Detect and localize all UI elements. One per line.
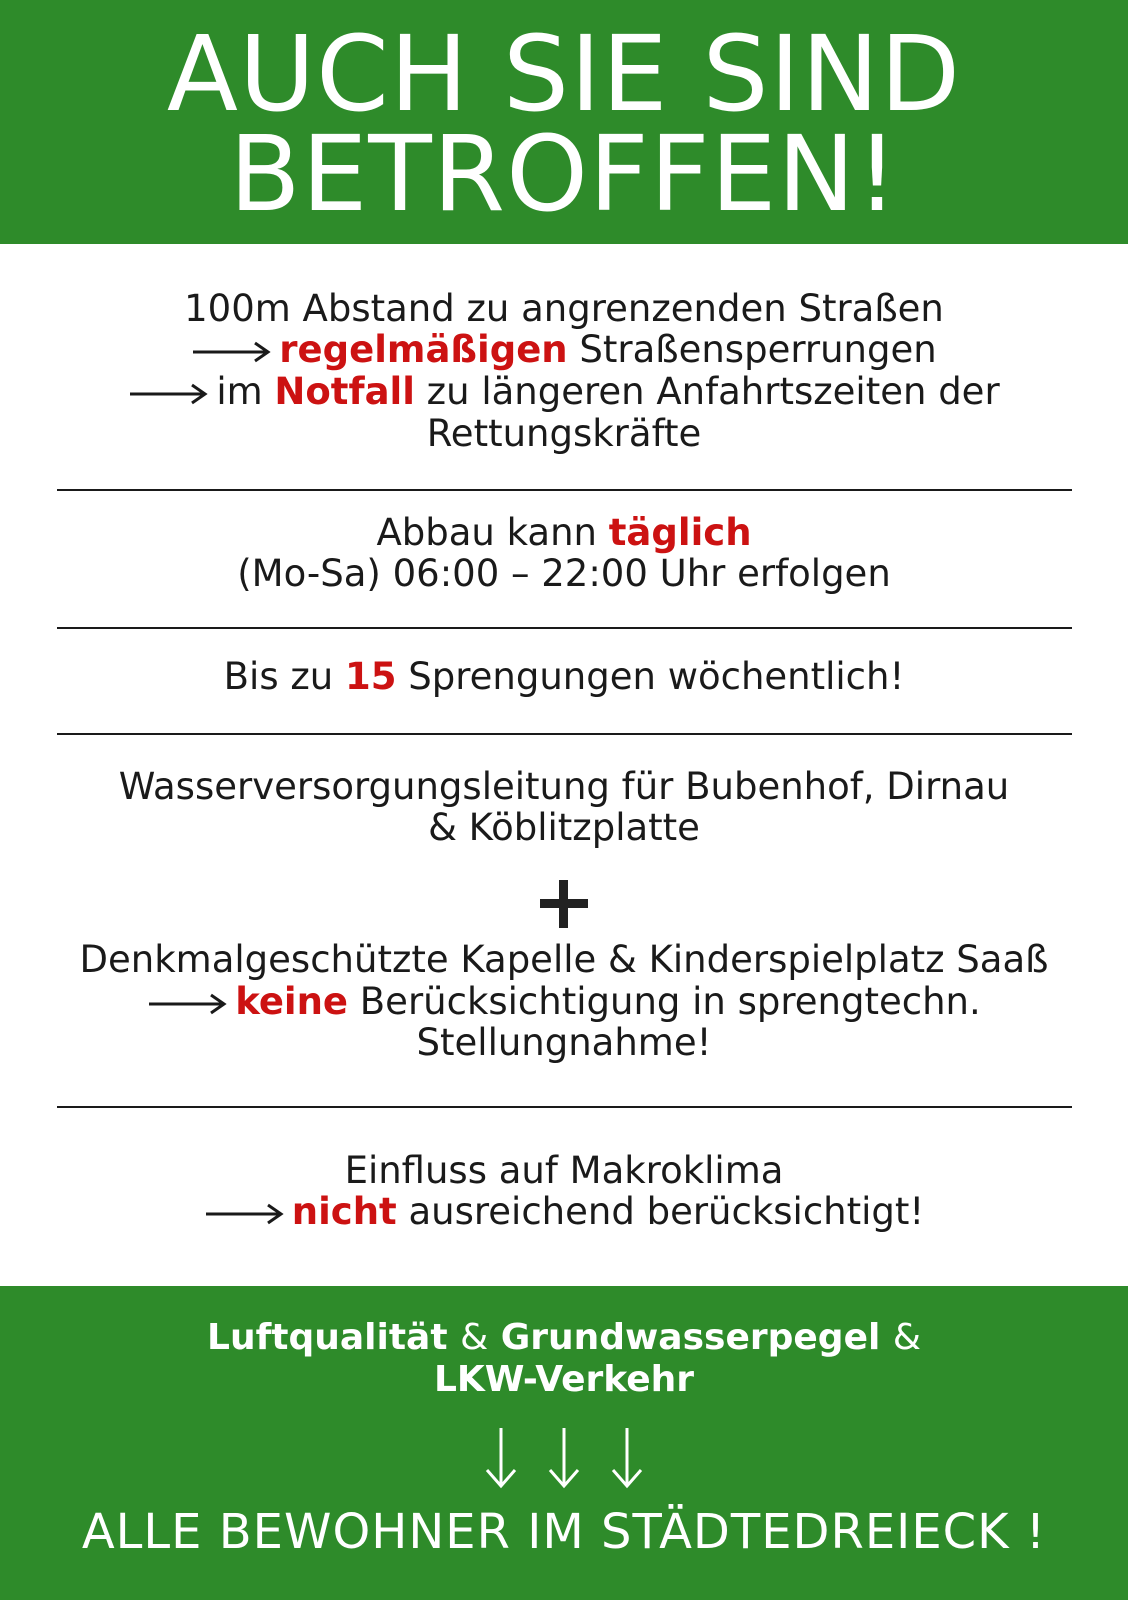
footer-line-1 [0,1317,1128,1358]
water-line-3: Denkmalgeschützte Kapelle & Kinderspielplatz Saaß [79,938,1049,981]
roads-line-3-rest: zu längeren Anfahrtszeiten der [414,370,1000,413]
dismantling-line-1-pre: Abbau kann [376,511,609,554]
roads-line-1: 100m Abstand zu angrenzenden Straßen [184,287,944,330]
water-line-5: Stellungnahme! [416,1021,712,1064]
header-banner [0,0,1128,244]
roads-line-3 [0,370,1128,413]
climate-line-1: Einfluss auf Makroklima [344,1149,784,1192]
blasting-rest: Sprengungen wöchentlich! [396,655,905,698]
right-arrow-icon [147,993,227,1015]
footer-item-groundwater: Grundwasserpegel [500,1317,881,1358]
dismantling-line-1 [0,511,1128,554]
down-arrow-icon [479,1426,523,1490]
dismantling-highlight-daily: täglich [608,511,752,554]
down-arrow-icon [605,1426,649,1490]
water-highlight-none: keine [235,980,349,1023]
section-blasting [0,655,1128,698]
climate-line-2 [0,1190,1128,1233]
water-line-4-rest: Berücksichtigung in sprengtechn. [348,980,981,1023]
down-arrow-icon [542,1426,586,1490]
climate-line-2-rest: ausreichend berücksichtigt! [396,1190,925,1233]
right-arrow-icon [128,383,208,405]
footer-ampersand: & [892,1317,921,1358]
roads-line-2 [0,328,1128,371]
footer-ampersand: & [460,1317,489,1358]
climate-highlight-not: nicht [291,1190,397,1233]
water-line-4 [0,980,1128,1023]
section-divider [57,627,1072,629]
blasting-highlight-count: 15 [345,655,397,698]
dismantling-line-2: (Mo-Sa) 06:00 – 22:00 Uhr erfolgen [237,552,891,595]
blasting-pre: Bis zu [223,655,346,698]
water-line-2: & Köblitzplatte [428,806,700,849]
footer-banner [0,1286,1128,1600]
footer-conclusion: ALLE BEWOHNER IM STÄDTEDREIECK ! [81,1504,1047,1560]
title-line-2: BETROFFEN! [229,113,899,235]
section-divider [57,733,1072,735]
footer-item-truck-traffic: LKW-Verkehr [433,1359,695,1400]
plus-icon [538,878,590,930]
roads-highlight-emergency: Notfall [274,370,415,413]
down-arrows [0,1426,1128,1494]
roads-line-4: Rettungskräfte [426,412,702,455]
right-arrow-icon [191,341,271,363]
section-divider [57,1106,1072,1108]
section-divider [57,489,1072,491]
title-line-1: AUCH SIE SIND [166,13,962,135]
right-arrow-icon [204,1203,284,1225]
roads-line-3-pre: im [216,370,275,413]
roads-line-2-rest: Straßensperrungen [567,328,937,371]
roads-highlight-regular: regelmäßigen [279,328,568,371]
footer-item-air-quality: Luftqualität [207,1317,448,1358]
water-line-1: Wasserversorgungsleitung für Bubenhof, Dirnau [118,765,1010,808]
